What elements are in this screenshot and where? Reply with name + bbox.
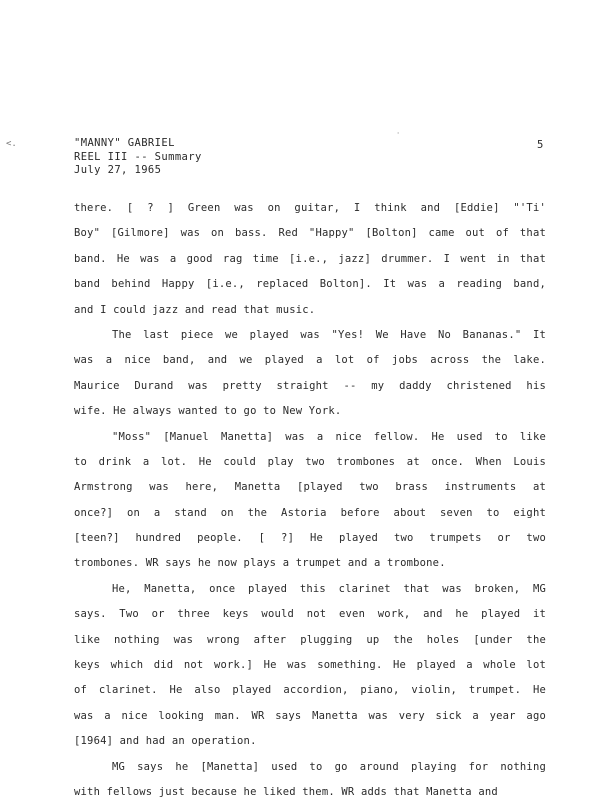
transcript-line: band behind Happy [i.e., replaced Bolton]. It was a reading band, xyxy=(74,278,546,291)
transcript-line: band. He was a good rag time [i.e., jazz] drummer. I went in that xyxy=(74,252,546,265)
transcript-line: of clarinet. He also played accordion, piano, violin, trumpet. He xyxy=(74,684,546,697)
transcript-line: was a nice band, and we played a lot of jobs across the lake. xyxy=(74,354,546,367)
transcript-line: was a nice looking man. WR says Manetta was very sick a year ago xyxy=(74,709,546,722)
transcript-line: once?] on a stand on the Astoria before about seven to eight xyxy=(74,506,546,519)
transcript-line: Boy" [Gilmore] was on bass. Red "Happy" [Bolton] came out of that xyxy=(74,227,546,240)
margin-mark: <. xyxy=(6,139,17,149)
header-reel: REEL III -- Summary xyxy=(74,150,202,163)
transcript-line: Armstrong was here, Manetta [played two brass instruments at xyxy=(74,481,546,494)
transcript-line: says. Two or three keys would not even work, and he played it xyxy=(74,608,546,621)
transcript-body xyxy=(74,196,546,805)
stray-mark: ' xyxy=(396,131,401,139)
page-number: 5 xyxy=(537,139,544,151)
transcript-line: keys which did not work.] He was something. He played a whole lot xyxy=(74,659,546,672)
transcript-line: wife. He always wanted to go to New York. xyxy=(74,405,342,418)
header-date: July 27, 1965 xyxy=(74,164,162,176)
document-header xyxy=(74,137,202,178)
transcript-line: there. [ ? ] Green was on guitar, I think and [Eddie] "'Ti' xyxy=(74,202,546,214)
transcript-line: with fellows just because he liked them. WR adds that Manetta and xyxy=(74,785,498,798)
transcript-line: [teen?] hundred people. [ ?] He played two trumpets or two xyxy=(74,532,546,545)
transcript-line: "Moss" [Manuel Manetta] was a nice fellow. He used to like xyxy=(112,430,546,443)
transcript-line: [1964] and had an operation. xyxy=(74,735,257,748)
transcript-line: The last piece we played was "Yes! We Have No Bananas." It xyxy=(112,328,546,341)
transcript-line: and I could jazz and read that music. xyxy=(74,303,316,316)
transcript-line: Maurice Durand was pretty straight -- my daddy christened his xyxy=(74,379,546,392)
header-name: "MANNY" GABRIEL xyxy=(74,137,175,149)
transcript-line: He, Manetta, once played this clarinet that was broken, MG xyxy=(112,582,546,595)
transcript-line: like nothing was wrong after plugging up the holes [under the xyxy=(74,633,546,646)
transcript-line: MG says he [Manetta] used to go around playing for nothing xyxy=(112,760,546,773)
transcript-line: to drink a lot. He could play two trombones at once. When Louis xyxy=(74,455,546,468)
transcript-line: trombones. WR says he now plays a trumpet and a trombone. xyxy=(74,557,446,570)
